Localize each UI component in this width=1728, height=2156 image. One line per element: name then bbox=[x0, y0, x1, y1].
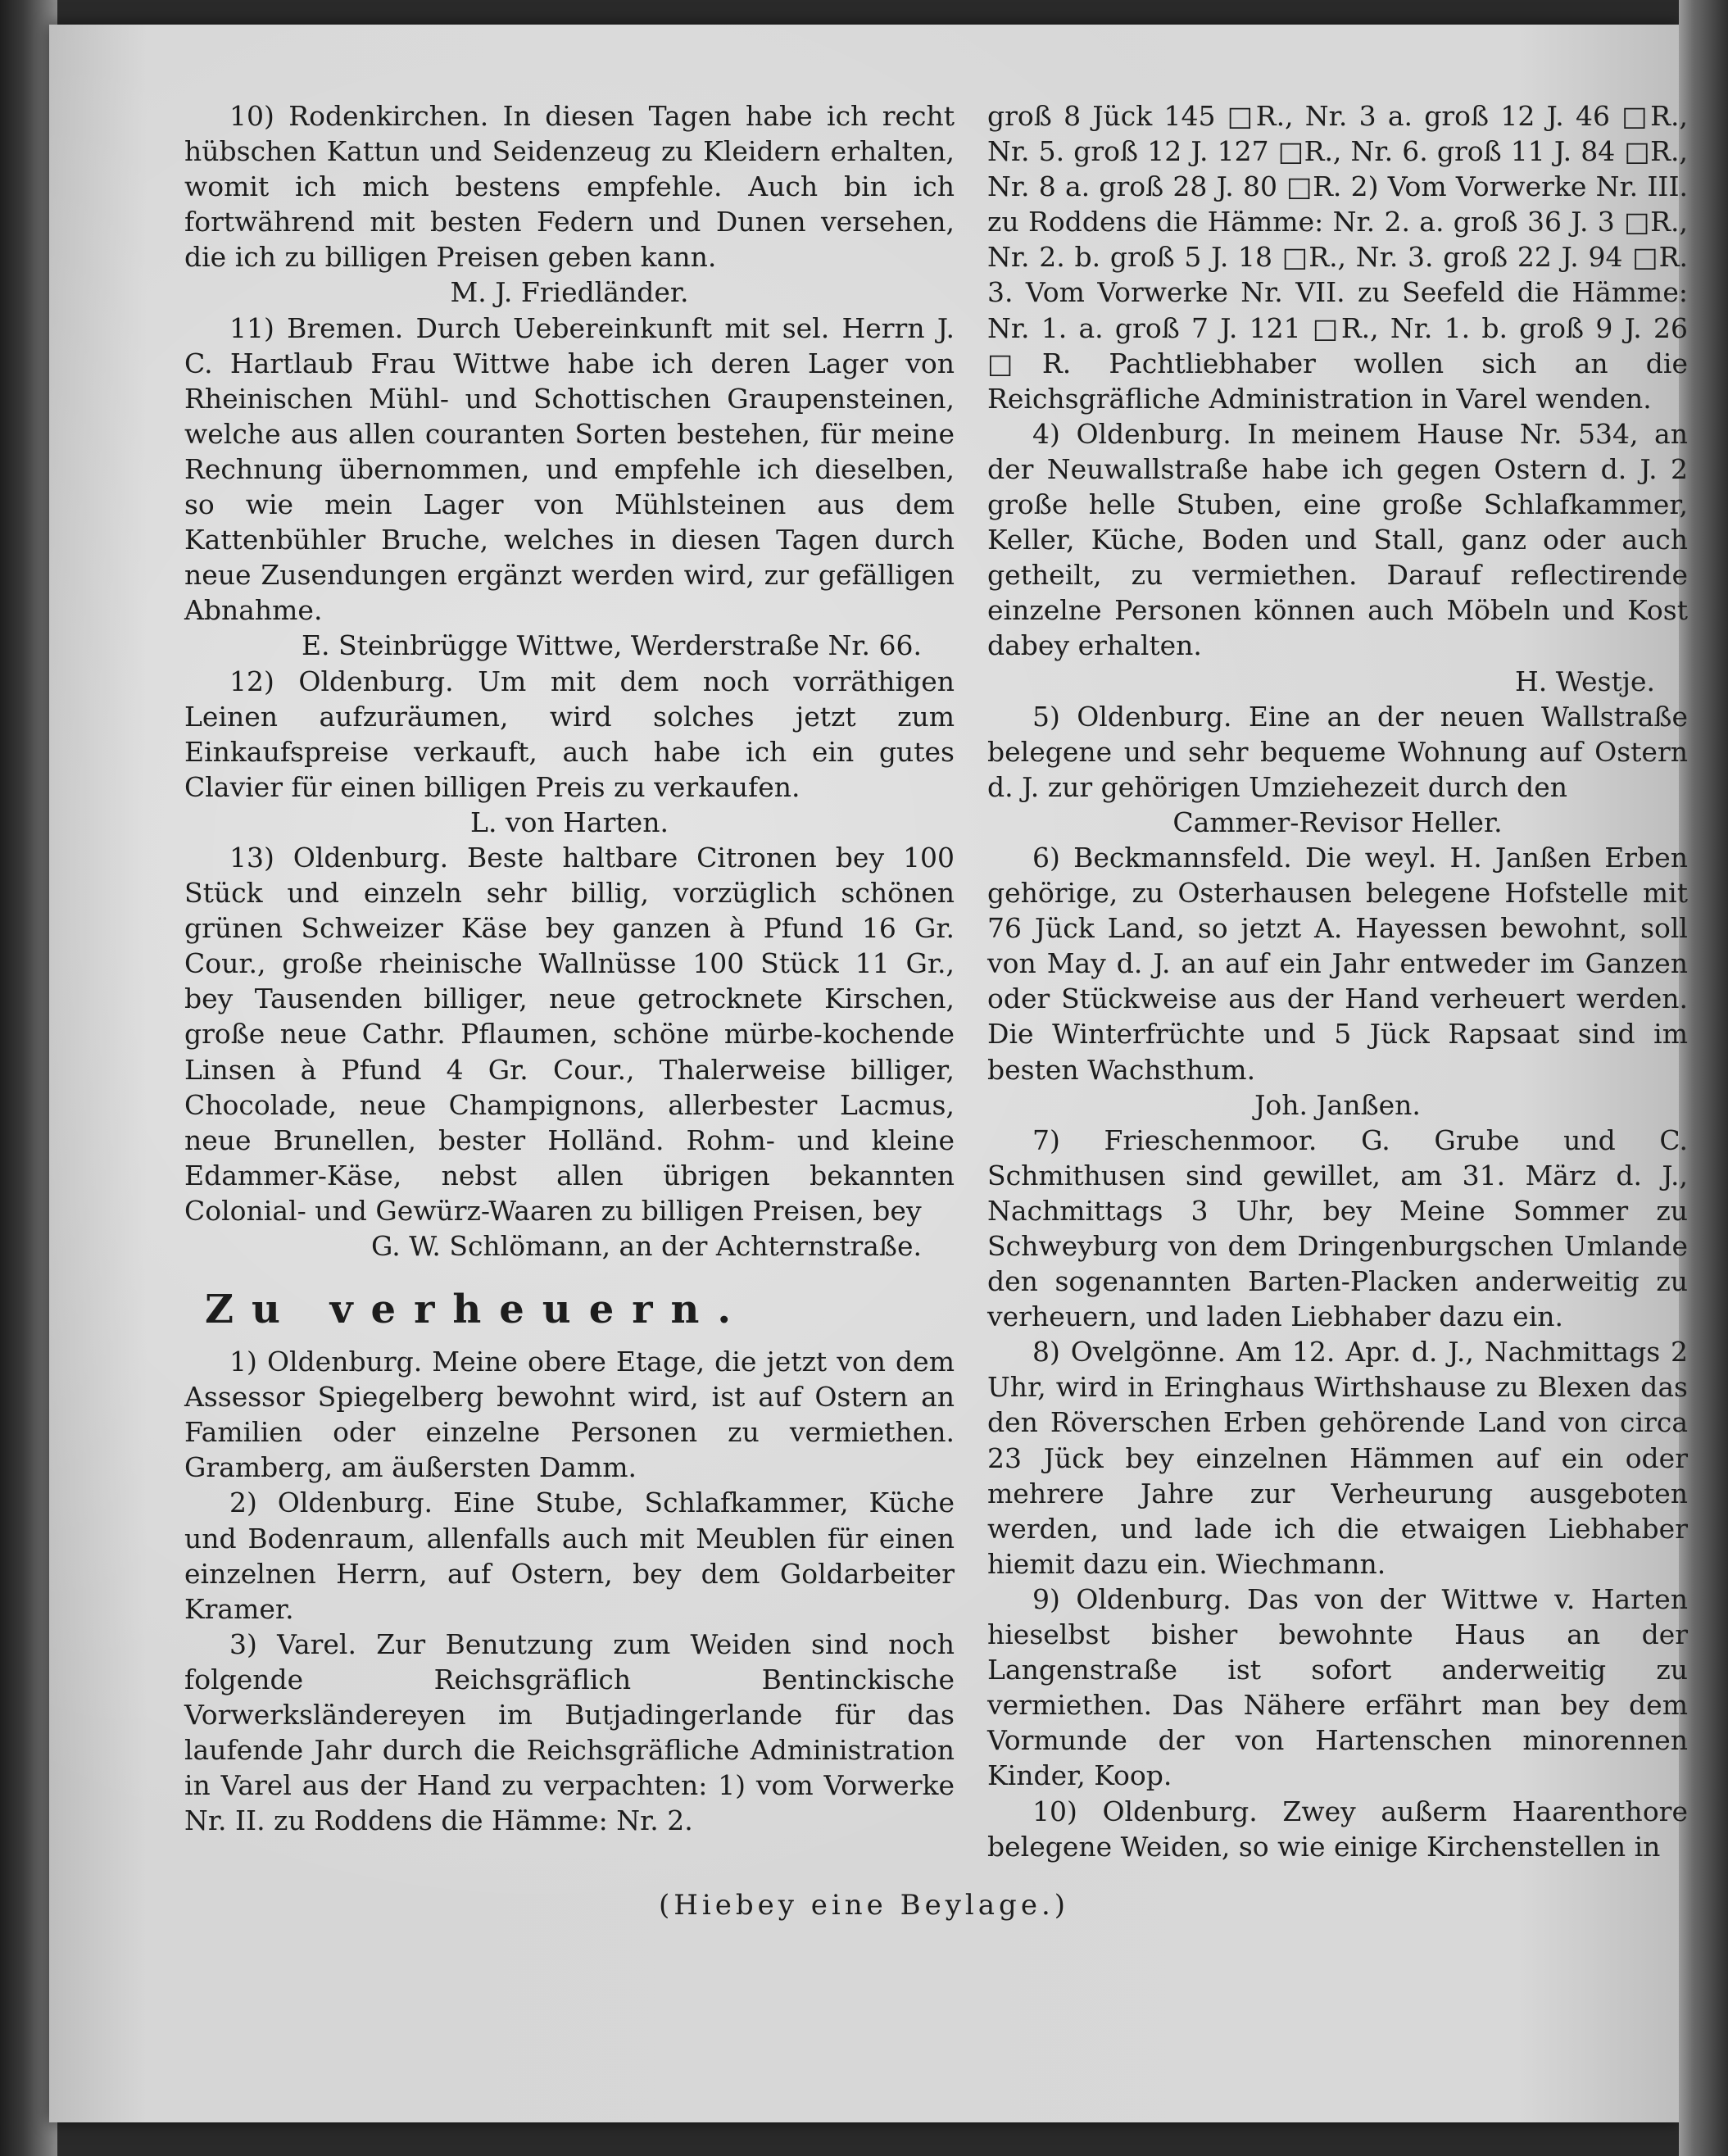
section-title-zu-verheuern: Zu verheuern. bbox=[205, 1287, 750, 1333]
signature-janssen: Joh. Janßen. bbox=[1254, 1088, 1421, 1121]
rental-oldenburg-5: 5) Oldenburg. Eine an der neuen Wallstraße belegene und sehr bequeme Wohnung auf Ostern d. J. zur gehörigen Umziehezeit durch den bbox=[987, 700, 1688, 803]
supplement-note: (Hiebey eine Beylage.) bbox=[658, 1889, 1070, 1922]
signature-steinbruegge: E. Steinbrügge Wittwe, Werderstraße Nr. 66. bbox=[301, 629, 922, 662]
right-column bbox=[987, 98, 1688, 1864]
rental-oldenburg-1: 1) Oldenburg. Meine obere Etage, die jetzt von dem Assessor Spiegelberg bewohnt wird, ist auf Ostern an Familien oder einzelne Personen zu vermiethen. Gramberg, am äußersten Damm. bbox=[184, 1346, 955, 1484]
left-column bbox=[184, 98, 955, 1838]
rental-oldenburg-9: 9) Oldenburg. Das von der Wittwe v. Harten hieselbst bisher bewohnte Haus an der Langenstraße ist sofort anderweitig zu vermiethen. Das Nähere erfährt man bey dem Vormunde der von Hartenschen minorennen Kinder, Koop. bbox=[987, 1582, 1688, 1792]
ad-oldenburg-12: 12) Oldenburg. Um mit dem noch vorräthigen Leinen aufzuräumen, wird solches jetzt zum Einkaufspreise verkauft, auch habe ich ein gutes Clavier für einen billigen Preis zu verkaufen. bbox=[184, 665, 955, 803]
rental-oldenburg-4: 4) Oldenburg. In meinem Hause Nr. 534, an der Neuwallstraße habe ich gegen Ostern d. J. 2 große helle Stuben, eine große Schlafkammer, Keller, Küche, Boden und Stall, ganz oder auch getheilt, zu vermiethen. Darauf reflectirende einzelne Personen können auch Möbeln und Kost dabey erhalten. bbox=[987, 417, 1688, 662]
ad-oldenburg-13: 13) Oldenburg. Beste haltbare Citronen bey 100 Stück und einzeln sehr billig, vorzüglich schönen grünen Schweizer Käse bey ganzen à Pfund 16 Gr. Cour., große rheinische Wallnüsse 100 Stück 11 Gr., bey Tausenden billiger, neue getrocknete Kirschen, große neue Cathr. Pflaumen, schöne mürbe-kochende Linsen à Pfund 4 Gr. Cour., Thalerweise billiger, Chocolade, neue Champignons, allerbester Lacmus, neue Brunellen, bester Holländ. Rohm- und kleine Edammer-Käse, nebst allen übrigen bekannten Colonial- und Gewürz-Waaren zu billigen Preisen, bey bbox=[184, 841, 955, 1227]
ad-bremen: 11) Bremen. Durch Uebereinkunft mit sel. Herrn J. C. Hartlaub Frau Wittwe habe ich deren Lager von Rheinischen Mühl- und Schottischen Graupensteinen, welche aus allen couranten Sorten bestehen, für meine Rechnung übernommen, und empfehle ich dieselben, so wie mein Lager von Mühlsteinen aus dem Kattenbühler Bruche, welches in diesen Tagen durch neue Zusendungen ergänzt werden wird, zur gefälligen Abnahme. bbox=[184, 311, 955, 627]
rental-ovelgoenne-8: 8) Ovelgönne. Am 12. Apr. d. J., Nachmittags 2 Uhr, wird in Eringhaus Wirthshause zu Blexen das den Röverschen Erben gehörende Land von circa 23 Jück bey einzelnen Hämmen auf ein oder mehrere Jahre zur Verheurung ausgeboten werden, und lade ich die etwaigen Liebhaber hiemit dazu ein. Wiechmann. bbox=[987, 1336, 1688, 1580]
signature-heller: Cammer-Revisor Heller. bbox=[1172, 806, 1503, 838]
rental-oldenburg-10: 10) Oldenburg. Zwey außerm Haarenthore belegene Weiden, so wie einige Kirchenstellen in bbox=[987, 1795, 1688, 1863]
rental-frieschenmoor-7: 7) Frieschenmoor. G. Grube und C. Schmithusen sind gewillet, am 31. März d. J., Nachmittags 3 Uhr, bey Meine Sommer zu Schweyburg von dem Dringenburgschen Umlande den sogenannten Barten-Placken anderweitig zu verheuern, und laden Liebhaber dazu ein. bbox=[987, 1123, 1688, 1333]
rental-oldenburg-2: 2) Oldenburg. Eine Stube, Schlafkammer, Küche und Bodenraum, allenfalls auch mit Meublen für einen einzelnen Herrn, auf Ostern, bey dem Goldarbeiter Kramer. bbox=[184, 1487, 955, 1625]
signature-friedlaender: M. J. Friedländer. bbox=[450, 276, 689, 309]
rental-varel-3: 3) Varel. Zur Benutzung zum Weiden sind noch folgende Reichsgräflich Bentinckische Vorwerksländereyen im Butjadingerlande für das laufende Jahr durch die Reichsgräfliche Administration in Varel aus der Hand zu verpachten: 1) vom Vorwerke Nr. II. zu Roddens die Hämme: Nr. 2. bbox=[184, 1627, 955, 1837]
rental-beckmannsfeld-6: 6) Beckmannsfeld. Die weyl. H. Janßen Erben gehörige, zu Osterhausen belegene Hofstelle mit 76 Jück Land, so jetzt A. Hayessen bewohnt, soll von May d. J. an auf ein Jahr entweder im Ganzen oder Stückweise aus der Hand verheuert werden. Die Winterfrüchte und 5 Jück Rapsaat sind im besten Wachsthum. bbox=[987, 841, 1688, 1086]
signature-westje: H. Westje. bbox=[1515, 665, 1655, 697]
rental-varel-continued: groß 8 Jück 145 □R., Nr. 3 a. groß 12 J. 46 □R., Nr. 5. groß 12 J. 127 □R., Nr. 6. groß 11 J. 84 □R., Nr. 8 a. groß 28 J. 80 □R. 2) Vom Vorwerke Nr. III. zu Roddens die Hämme: Nr. 2. a. groß 36 J. 3 □R., Nr. 2. b. groß 5 J. 18 □R., Nr. 3. groß 22 J. 94 □R. 3. Vom Vorwerke Nr. VII. zu Seefeld die Hämme: Nr. 1. a. groß 7 J. 121 □R., Nr. 1. b. groß 9 J. 26 □R. Pachtliebhaber wollen sich an die Reichsgräfliche Administration in Varel wenden. bbox=[987, 100, 1688, 415]
ad-rodenkirchen: 10) Rodenkirchen. In diesen Tagen habe ich recht hübschen Kattun und Seidenzeug zu Kleidern erhalten, womit ich mich bestens empfehle. Auch bin ich fortwährend mit besten Federn und Dunen versehen, die ich zu billigen Preisen geben kann. bbox=[184, 100, 955, 274]
signature-von-harten: L. von Harten. bbox=[470, 806, 669, 838]
signature-schloemann: G. W. Schlömann, an der Achternstraße. bbox=[371, 1230, 922, 1262]
